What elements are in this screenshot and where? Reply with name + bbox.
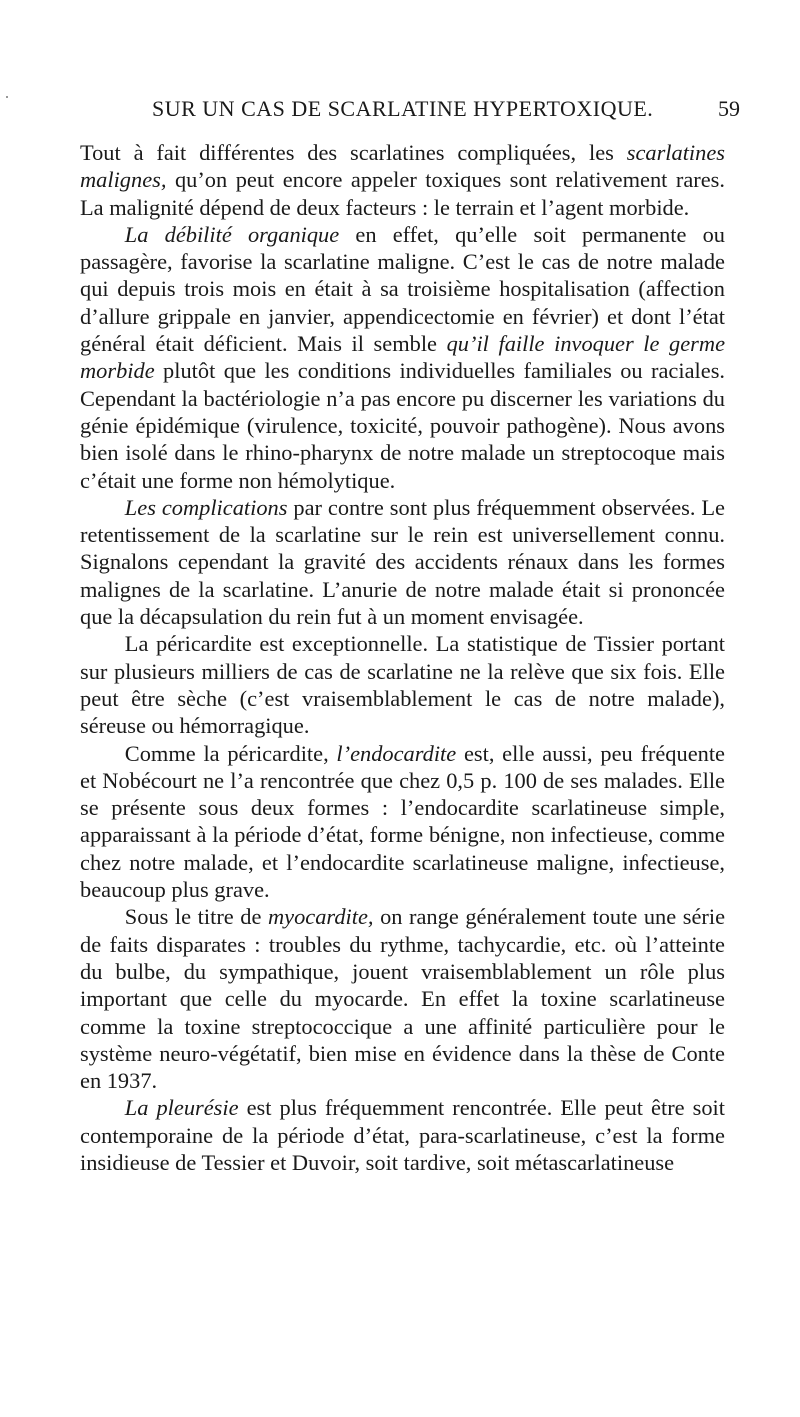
page-number: 59 xyxy=(718,96,740,121)
body-text xyxy=(80,139,725,1176)
italic-text: qu’il faille invoquer le germe morbide xyxy=(80,331,726,384)
italic-text: Les complications xyxy=(124,494,288,520)
italic-text: scarlatines malignes, xyxy=(80,140,725,193)
text-run: plutôt que les conditions individuelles familiales ou raciales. Cependant la bactériologie n’a pas encore pu discerner les variations du génie épidémique (virulence, toxicité, pouvoir pathogène). Nous avons bien isolé dans le rhino-pharynx de notre malade un streptocoque mais c’était une forme non hémolytique. xyxy=(80,358,725,493)
text-run: par contre sont plus fréquemment observées. Le retentissement de la scarlatine sur le rein est universellement connu. Signalons cependant la gravité des accidents rénaux dans les formes malignes de la scarlatine. L’anurie de notre malade était si prononcée que la décapsulation du rein fut à un moment envisagée. xyxy=(80,494,725,630)
running-title: SUR UN CAS DE SCARLATINE HYPERTOXIQUE. xyxy=(152,96,654,121)
text-run: qu’on peut encore appeler toxiques sont relativement rares. La malignité dépend de deux facteurs : le terrain et l’agent morbide. xyxy=(80,167,725,220)
paragraph xyxy=(80,221,725,494)
text-run: est plus fréquemment rencontrée. Elle peut être soit contemporaine de la période d’état, para-scarlatineuse, c’est la forme insidieuse de Tessier et Duvoir, soit tardive, soit métascarlatineuse xyxy=(80,1095,725,1175)
paragraph xyxy=(80,494,725,630)
italic-text: myocardite, xyxy=(268,904,374,930)
text-run: Comme la péricardite, xyxy=(124,740,337,766)
text-run: est, elle aussi, peu fréquente et Nobécourt ne l’a rencontrée que chez 0,5 p. 100 de ses malades. Elle se présente sous deux formes : l’endocardite scarlatineuse simple, apparaissant à la période d’état, forme bénigne, non infectieuse, comme chez notre malade, et l’endocardite scarlatineuse maligne, infectieuse, beaucoup plus grave. xyxy=(80,740,725,903)
paragraph xyxy=(80,1094,725,1176)
italic-text: La débilité organique xyxy=(124,221,340,247)
text-run: Tout à fait différentes des scarlatines compliquées, les xyxy=(80,140,627,165)
running-head xyxy=(80,96,740,126)
paragraph xyxy=(80,139,725,221)
text-run: on range généralement toute une série de faits disparates : troubles du rythme, tachycardie, etc. où l’atteinte du bulbe, du sympathique, jouent vraisemblablement un rôle plus important que celle du myocarde. En effet la toxine scarlatineuse comme la toxine streptococcique a une affinité particulière pour le système neuro-végétatif, bien mise en évidence dans la thèse de Conte en 1937. xyxy=(80,904,726,1094)
text-run: en effet, qu’elle soit permanente ou passagère, favorise la scarlatine maligne. C’est le cas de notre malade qui depuis trois mois en était à sa troisième hospitalisation (affection d’allure grippale en janvier, appendicectomie en février) et dont l’état général était déficient. Mais il semble xyxy=(80,221,725,357)
text-run: Sous le titre de xyxy=(124,904,268,930)
paragraph xyxy=(80,740,725,904)
paragraph xyxy=(80,630,725,739)
italic-text: l’endocardite xyxy=(336,740,457,766)
text-run: La péricardite est exceptionnelle. La statistique de Tissier portant sur plusieurs milliers de cas de scarlatine ne la relève que six fois. Elle peut être sèche (c’est vraisemblablement le cas de notre malade), séreuse ou hémorragique. xyxy=(80,631,725,739)
paragraph xyxy=(80,903,725,1094)
scan-speck xyxy=(6,96,8,98)
italic-text: La pleurésie xyxy=(124,1095,239,1121)
